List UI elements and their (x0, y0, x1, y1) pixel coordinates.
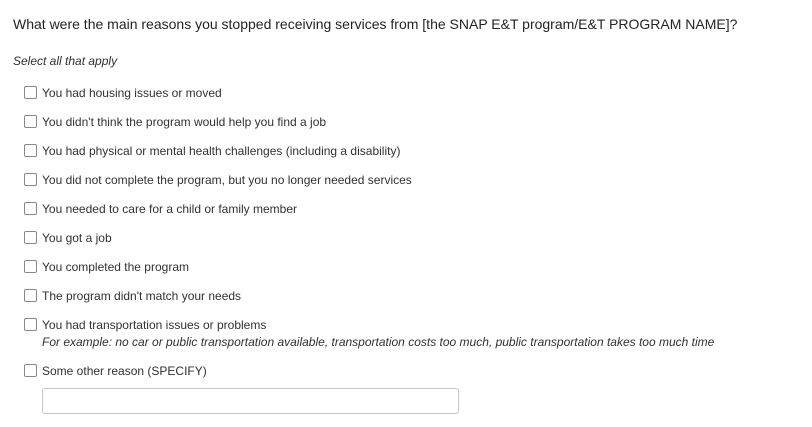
option-checkbox-housing[interactable] (24, 86, 37, 99)
question-title: What were the main reasons you stopped receiving services from [the SNAP E&T program/E&T PROGRAM NAME]? (13, 16, 738, 32)
option-checkbox-other-reason[interactable] (24, 364, 37, 377)
option-row-other-reason (24, 363, 796, 379)
transportation-example-note: For example: no car or public transportation available, transportation costs too much, public transportation takes too much time (42, 335, 715, 349)
option-checkbox-program-help[interactable] (24, 115, 37, 128)
option-label[interactable]: You didn't think the program would help you find a job (42, 115, 327, 129)
option-checkbox-didnt-match[interactable] (24, 289, 37, 302)
option-label[interactable]: You completed the program (42, 260, 189, 274)
option-checkbox-completed[interactable] (24, 260, 37, 273)
other-reason-input-row (42, 388, 796, 414)
option-label[interactable]: You had housing issues or moved (42, 86, 222, 100)
option-label[interactable]: You had physical or mental health challenges (including a disability) (42, 144, 401, 158)
option-label[interactable]: The program didn't match your needs (42, 289, 242, 303)
option-row-completed (24, 259, 796, 275)
option-row-housing (24, 85, 796, 101)
option-row-didnt-match (24, 288, 796, 304)
select-all-instruction: Select all that apply (13, 54, 118, 68)
option-checkbox-got-job[interactable] (24, 231, 37, 244)
option-checkbox-health[interactable] (24, 144, 37, 157)
option-label[interactable]: You got a job (42, 231, 112, 245)
option-row-program-help (24, 114, 796, 130)
option-row-transportation (24, 317, 796, 350)
option-checkbox-caregiving[interactable] (24, 202, 37, 215)
option-label[interactable]: You needed to care for a child or family member (42, 202, 298, 216)
option-label[interactable]: You had transportation issues or problems (42, 318, 267, 332)
option-row-got-job (24, 230, 796, 246)
other-reason-input[interactable] (42, 388, 459, 414)
options-list (13, 85, 796, 414)
option-row-health (24, 143, 796, 159)
option-checkbox-transportation[interactable] (24, 318, 37, 331)
option-row-caregiving (24, 201, 796, 217)
option-row-no-longer-needed (24, 172, 796, 188)
option-label[interactable]: Some other reason (SPECIFY) (42, 364, 207, 378)
option-label[interactable]: You did not complete the program, but you no longer needed services (42, 173, 412, 187)
option-checkbox-no-longer-needed[interactable] (24, 173, 37, 186)
